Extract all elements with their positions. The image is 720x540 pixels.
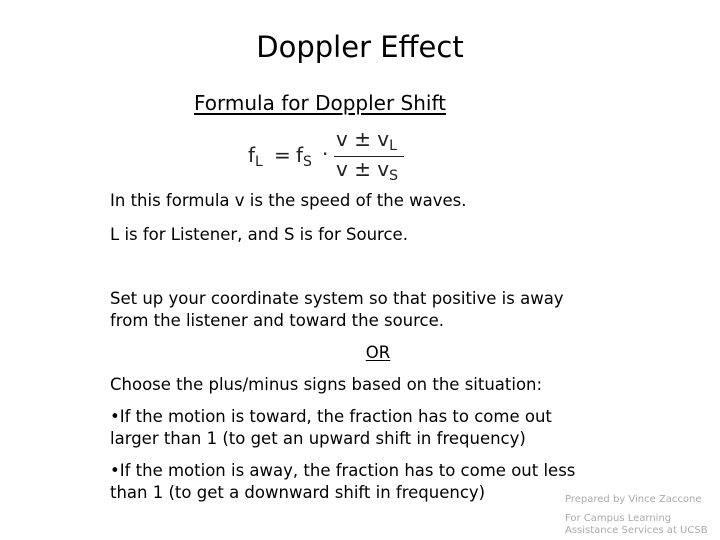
- formula-lhs: $f_L$: [248, 143, 263, 170]
- formula-numerator-subscript: L: [389, 138, 397, 154]
- speed-line: In this formula v is the speed of the waves.: [110, 191, 467, 210]
- formula-equals: =: [274, 143, 291, 167]
- doppler-formula: [248, 124, 418, 184]
- setup-line-1: Set up your coordinate system so that positive is away: [110, 289, 564, 308]
- slide-title: Doppler Effect: [256, 30, 464, 64]
- choose-line: Choose the plus/minus signs based on the situation:: [110, 375, 543, 394]
- formula-lhs-subscript: L: [255, 154, 263, 170]
- formula-denominator: $v \pm v_S$: [336, 157, 399, 184]
- or-label: OR: [365, 343, 391, 362]
- bullet-away-line-2: than 1 (to get a downward shift in frequency): [110, 483, 486, 502]
- credit-line-3: Assistance Services at UCSB: [565, 525, 708, 536]
- bullet-toward-line-1: •If the motion is toward, the fraction has to come out: [110, 407, 552, 426]
- bullet-toward-line-2: larger than 1 (to get an upward shift in frequency): [110, 429, 526, 448]
- setup-line-2: from the listener and toward the source.: [110, 311, 445, 330]
- credit-line-2: For Campus Learning: [565, 513, 672, 524]
- formula-factor-subscript: S: [303, 154, 312, 170]
- formula-factor: $f_S$: [296, 143, 312, 170]
- bullet-away-line-1: •If the motion is away, the fraction has to come out less: [110, 461, 576, 480]
- formula-denominator-subscript: S: [389, 168, 399, 184]
- formula-dot: ·: [322, 142, 329, 166]
- formula-numerator: $v \pm v_L$: [336, 127, 397, 154]
- listener-source-line: L is for Listener, and S is for Source.: [110, 225, 408, 244]
- slide-subtitle: Formula for Doppler Shift: [194, 91, 447, 115]
- credit-line-1: Prepared by Vince Zaccone: [565, 494, 702, 505]
